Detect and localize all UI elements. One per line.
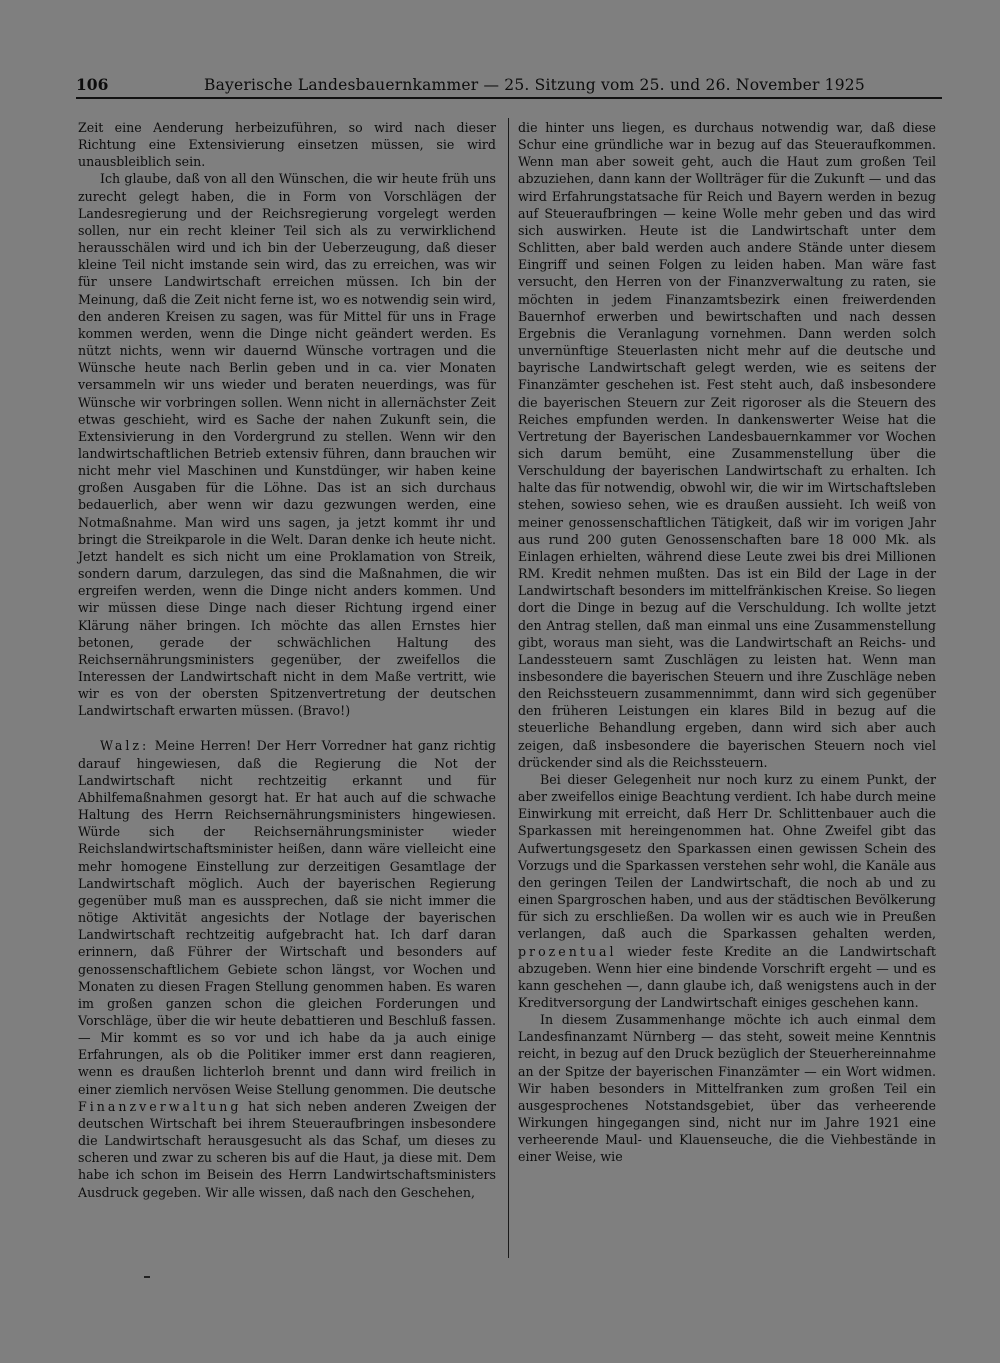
right-paragraph-2 (518, 771, 936, 1011)
column-divider (508, 118, 509, 1258)
left-column (78, 119, 496, 1201)
stray-print-mark (144, 1276, 150, 1278)
paragraph-text: Bei dieser Gelegenheit nur noch kurz zu einem Punkt, der aber zweifellos einige Beachtung verdient. Ich habe durch meine Einwirkung mit erreicht, daß Herr Dr. Schlittenbauer auch die Sparkassen mit hereingenommen hat. Ohne Zweifel gibt das Aufwertungsgesetz den Sparkassen einen gewissen Schein des Vorzugs und die Sparkassen verstehen sehr wohl, die Kanäle aus den geringen Teilen der Landwirtschaft, die noch ab und zu einen Spargroschen haben, und aus der städtischen Bevölkerung für sich zu erschließen. Da wollen wir es auch wie in Preußen verlangen, daß auch die Sparkassen gehalten werden, (518, 771, 936, 942)
paragraph-text-end: wieder feste Kredite an die Landwirtschaft abzugeben. Wenn hier eine bindende Vorschrift ergeht — und es kann geschehen —, dann glaube ich, daß wenigstens auch in der Kreditversorgung der Landwirtschaft einiges geschehen kann. (518, 943, 936, 1010)
speech-text-end: hat sich neben anderen Zweigen der deutschen Wirtschaft bei ihrem Steueraufbringen insbesondere die Landwirtschaft herausgesucht als das Schaf, um dieses zu scheren und zwar zu scheren bis auf die Haut, ja diese mit. Dem habe ich schon im Beisein des Herrn Landwirtschaftsministers Ausdruck gegeben. Wir alle wissen, daß nach den Geschehen, (78, 1098, 496, 1200)
right-column (518, 119, 936, 1166)
emphasized-term: prozentual (518, 943, 617, 959)
running-title: Bayerische Landesbauernkammer — 25. Sitzung vom 25. und 26. November 1925 (204, 76, 865, 94)
speech-text: Meine Herren! Der Herr Vorredner hat ganz richtig darauf hingewiesen, daß die Regierung die Not der Landwirtschaft nicht rechtzeitig erkannt und für Abhilfemaßnahmen gesorgt hat. Er hat auch auf die schwache Haltung des Herrn Reichsernährungsministers hingewiesen. Würde sich der Reichsernährungsminister wieder Reichslandwirtschaftsminister heißen, dann wäre vielleicht eine mehr homogene Einstellung zur derzeitigen Gesamtlage der Landwirtschaft möglich. Auch der bayerischen Regierung gegenüber muß man es aussprechen, daß sie nicht immer die nötige Aktivität angesichts der Notlage der bayerischen Landwirtschaft rechtzeitig aufgebracht hat. Ich darf daran erinnern, daß Führer der Wirtschaft und besonders auf genossenschaftlichem Gebiete schon längst, vor Wochen und Monaten zu diesen Fragen Stellung genommen haben. Es waren im großen ganzen schon die gleichen Forderungen und Vorschläge, über die wir heute debattieren und Beschluß fassen. — Mir kommt es so vor und ich habe da ja auch einige Erfahrungen, als ob die Politiker immer erst dann reagieren, wenn es draußen lichterloh brennt und dann wird freilich in einer ziemlich nervösen Weise Stellung genommen. Die deutsche (78, 738, 496, 1097)
right-paragraph-3: In diesem Zusammenhange möchte ich auch einmal dem Landesfinanzamt Nürnberg — das steht, soweit meine Kenntnis reicht, in bezug auf den Druck bezüglich der Steuerhereinnahme an der Spitze der bayerischen Finanzämter — ein Wort widmen. Wir haben besonders in Mittelfranken zum großen Teil ein ausgesprochenes Notstandsgebiet, über das verheerende Wirkungen hingegangen sind, nicht nur im Jahre 1921 eine verheerende Maul- und Klauenseuche, die die Viehbestände in einer Weise, wie (518, 1012, 936, 1165)
left-paragraph-3 (78, 737, 496, 1200)
left-paragraph-2: Ich glaube, daß von all den Wünschen, die wir heute früh uns zurecht gelegt haben, die in Form von Vorschlägen der Landesregierung und der Reichsregierung vorgelegt werden sollen, nur ein recht kleiner Teil sich als zu verwirklichend herausschälen wird und ich bin der Ueberzeugung, daß dieser kleine Teil nicht imstande sein wird, das zu erreichen, was wir für unsere Landwirtschaft erreichen müssen. Ich bin der Meinung, daß die Zeit nicht ferne ist, wo es notwendig sein wird, den anderen Kreisen zu sagen, was für Mittel für uns in Frage kommen werden, wenn die Dinge nicht geändert werden. Es nützt nichts, wenn wir dauernd Wünsche vortragen und die Wünsche heute nach Berlin geben und in ca. vier Monaten versammeln wir uns wieder und beraten neuerdings, was für Wünsche wir vorbringen sollen. Wenn nicht in allernächster Zeit etwas geschieht, wird es Sache der nahen Zukunft sein, die Extensivierung in den Vordergrund zu stellen. Wenn wir den landwirtschaftlichen Betrieb extensiv führen, dann brauchen wir nicht mehr viel Maschinen und Kunstdünger, wir haben keine großen Ausgaben für die Löhne. Das ist an sich durchaus bedauerlich, aber wenn wir dazu gezwungen werden, eine Notmaßnahme. Man wird uns sagen, ja jetzt kommt ihr und bringt die Streikparole in die Welt. Daran denke ich heute nicht. Jetzt handelt es sich nicht um eine Proklamation von Streik, sondern darum, darzulegen, das sind die Maßnahmen, die wir ergreifen werden, wenn die Dinge nicht anders kommen. Und wir müssen diese Dinge nach dieser Richtung irgend einer Klärung näher bringen. Ich möchte das allen Ernstes hier betonen, gerade der schwächlichen Haltung des Reichsernährungsministers gegenüber, der zweifellos die Interessen der Landwirtschaft nicht in dem Maße vertritt, wie wir es von der obersten Spitzenvertretung der deutschen Landwirtschaft erwarten müssen. (Bravo!) (78, 171, 496, 719)
right-paragraph-1: die hinter uns liegen, es durchaus notwendig war, daß diese Schur eine gründliche war in bezug auf das Steueraufkommen. Wenn man aber soweit geht, auch die Haut zum großen Teil abzuziehen, dann kann der Wollträger für die Zukunft — und das wird Erfahrungstatsache für Reich und Bayern werden in bezug auf Steueraufbringen — keine Wolle mehr geben und das wird sich auswirken. Heute ist die Landwirtschaft unter dem Schlitten, aber bald werden auch andere Stände unter diesem Eingriff und seinen Folgen zu leiden haben. Man wäre fast versucht, den Herren von der Finanzverwaltung zu raten, sie möchten in jedem Finanzamtsbezirk einen freiwerdenden Bauernhof erwerben und bewirtschaften und nach dessen Ergebnis die Veranlagung vornehmen. Dann werden solch unvernünftige Steuerlasten nicht mehr auf die deutsche und bayrische Landwirtschaft gelegt werden, wie es seitens der Finanzämter geschehen ist. Fest steht auch, daß insbesondere die bayerischen Steuern zur Zeit rigoroser als die Steuern des Reiches empfunden werden. In dankenswerter Weise hat die Vertretung der Bayerischen Landesbauernkammer vor Wochen sich darum bemüht, eine Zusammenstellung über die Verschuldung der bayerischen Landwirtschaft zu erhalten. Ich halte das für notwendig, obwohl wir, die wir im Wirtschaftsleben stehen, sowieso sehen, wie es draußen aussieht. Ich weiß von meiner genossenschaftlichen Tätigkeit, daß wir im vorigen Jahr aus rund 200 guten Genossenschaften bare 18 000 Mk. als Einlagen erhielten, während diese Leute zwei bis drei Millionen RM. Kredit nehmen mußten. Das ist ein Bild der Lage in der Landwirtschaft besonders im mittelfränkischen Kreise. So liegen dort die Dinge in bezug auf die Verschuldung. Ich wollte jetzt den Antrag stellen, daß man einmal uns eine Zusammenstellung gibt, woraus man sieht, was die Landwirtschaft an Reichs- und Landessteuern samt Zuschlägen zu leisten hat. Wenn man insbesondere die bayerischen Steuern und ihre Zuschläge neben den Reichssteuern zusammennimmt, dann wird sich gegenüber den früheren Leistungen ein klares Bild in bezug auf die steuerliche Behandlung ergeben, dann wird sich aber auch zeigen, daß insbesondere die bayerischen Steuern noch viel drückender sind als die Reichssteuern. (518, 120, 936, 770)
header-rule (76, 97, 942, 99)
page-number: 106 (76, 75, 109, 94)
page-header (76, 74, 942, 96)
left-paragraph-1: Zeit eine Aenderung herbeizuführen, so wird nach dieser Richtung eine Extensivierung einsetzen müssen, sie wird unausbleiblich sein. (78, 120, 496, 170)
emphasized-term: Finanzverwaltung (78, 1098, 242, 1114)
speaker-name: Walz: (100, 738, 150, 754)
